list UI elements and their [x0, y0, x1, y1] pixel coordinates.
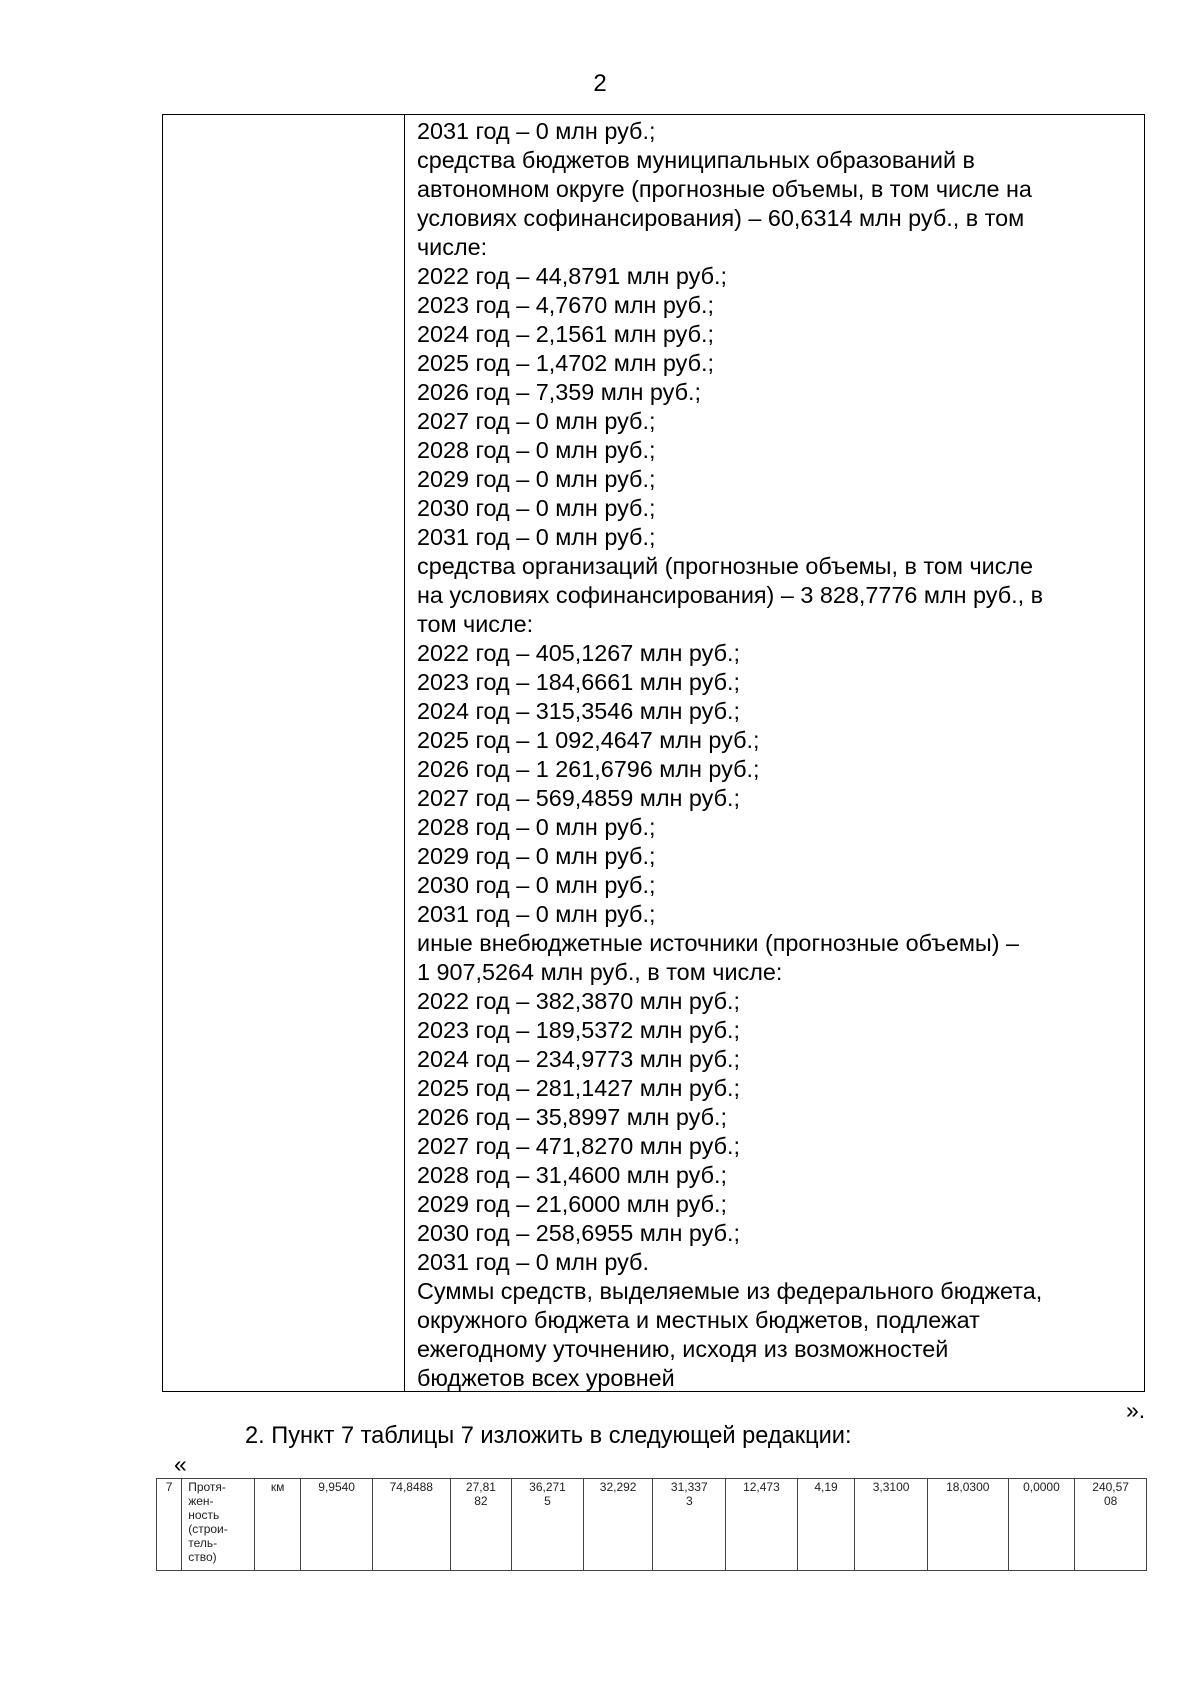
- financing-line: иные внебюджетные источники (прогнозные объемы) –: [417, 930, 1020, 956]
- closing-quote: ».: [1126, 1397, 1146, 1423]
- financing-line: том числе:: [417, 611, 534, 637]
- financing-line: условиях софинансирования) – 60,6314 млн руб., в том: [417, 205, 1025, 231]
- table-7-row-7: [156, 1478, 1147, 1571]
- financing-line: 2023 год – 184,6661 млн руб.;: [417, 669, 741, 695]
- financing-line: 2027 год – 569,4859 млн руб.;: [417, 785, 741, 811]
- financing-line: 2026 год – 35,8997 млн руб.;: [417, 1104, 727, 1130]
- financing-line: автономном округе (прогнозные объемы, в том числе на: [417, 176, 1032, 202]
- table-cell: 32,292: [583, 1479, 653, 1571]
- table-cell: 240,57 08: [1075, 1479, 1147, 1571]
- financing-line: 2025 год – 281,1427 млн руб.;: [417, 1075, 741, 1101]
- financing-line: ежегодному уточнению, исходя из возможностей: [417, 1336, 949, 1362]
- table-cell: 31,337 3: [653, 1479, 726, 1571]
- table-cell: 27,81 82: [450, 1479, 512, 1571]
- financing-line: 2024 год – 315,3546 млн руб.;: [417, 698, 741, 724]
- financing-line: окружного бюджета и местных бюджетов, подлежат: [417, 1307, 980, 1333]
- financing-label-cell: [163, 115, 405, 1391]
- financing-line: на условиях софинансирования) – 3 828,7776 млн руб., в: [417, 582, 1044, 608]
- financing-line: 2028 год – 31,4600 млн руб.;: [417, 1162, 727, 1188]
- financing-line: 2022 год – 405,1267 млн руб.;: [417, 640, 741, 666]
- financing-line: 2025 год – 1 092,4647 млн руб.;: [417, 727, 760, 753]
- table-cell: км: [254, 1479, 300, 1571]
- table-cell: 4,19: [797, 1479, 855, 1571]
- financing-line: 2029 год – 21,6000 млн руб.;: [417, 1191, 727, 1217]
- financing-line: 2029 год – 0 млн руб.;: [417, 466, 656, 492]
- financing-line: 2025 год – 1,4702 млн руб.;: [417, 350, 714, 376]
- financing-line: 2030 год – 258,6955 млн руб.;: [417, 1220, 741, 1246]
- financing-line: средства бюджетов муниципальных образований в: [417, 147, 975, 173]
- financing-text-cell: [405, 115, 1144, 1391]
- financing-line: бюджетов всех уровней: [417, 1365, 675, 1391]
- indicator-name-cell: Протя- жен- ность (строи- тель- ство): [182, 1479, 255, 1571]
- financing-line: 2029 год – 0 млн руб.;: [417, 843, 656, 869]
- financing-line: 2022 год – 382,3870 млн руб.;: [417, 988, 741, 1014]
- financing-line: 2031 год – 0 млн руб.: [417, 1249, 649, 1275]
- financing-line: 2023 год – 189,5372 млн руб.;: [417, 1017, 741, 1043]
- financing-line: 2027 год – 0 млн руб.;: [417, 408, 656, 434]
- financing-line: 2030 год – 0 млн руб.;: [417, 872, 656, 898]
- financing-line: 2022 год – 44,8791 млн руб.;: [417, 263, 727, 289]
- financing-line: 2028 год – 0 млн руб.;: [417, 437, 656, 463]
- financing-table: [162, 114, 1145, 1392]
- financing-line: Суммы средств, выделяемые из федерального бюджета,: [417, 1278, 1043, 1304]
- financing-line: 2026 год – 1 261,6796 млн руб.;: [417, 756, 760, 782]
- table-cell: 12,473: [726, 1479, 798, 1571]
- page-number: 2: [593, 70, 607, 97]
- financing-line: 2031 год – 0 млн руб.;: [417, 118, 656, 144]
- financing-line: 2031 год – 0 млн руб.;: [417, 524, 656, 550]
- financing-line: 2031 год – 0 млн руб.;: [417, 901, 656, 927]
- financing-line: числе:: [417, 234, 488, 260]
- table-cell: 18,0300: [927, 1479, 1008, 1571]
- financing-line: 2027 год – 471,8270 млн руб.;: [417, 1133, 741, 1159]
- financing-line: 2026 год – 7,359 млн руб.;: [417, 379, 701, 405]
- financing-line: 2028 год – 0 млн руб.;: [417, 814, 656, 840]
- financing-line: 1 907,5264 млн руб., в том числе:: [417, 959, 783, 985]
- table-cell: 3,3100: [855, 1479, 928, 1571]
- financing-line: средства организаций (прогнозные объемы, в том числе: [417, 553, 1034, 579]
- table-cell: 74,8488: [372, 1479, 450, 1571]
- financing-line: 2024 год – 234,9773 млн руб.;: [417, 1046, 741, 1072]
- table-cell: 9,9540: [301, 1479, 373, 1571]
- table-row: [157, 1479, 1147, 1571]
- table-cell: 7: [157, 1479, 182, 1571]
- financing-line: 2030 год – 0 млн руб.;: [417, 495, 656, 521]
- opening-quote: «: [174, 1451, 187, 1477]
- financing-line: 2023 год – 4,7670 млн руб.;: [417, 292, 714, 318]
- financing-line: 2024 год – 2,1561 млн руб.;: [417, 321, 714, 347]
- table-cell: 36,271 5: [512, 1479, 584, 1571]
- table-cell: 0,0000: [1008, 1479, 1075, 1571]
- paragraph-2: 2. Пункт 7 таблицы 7 изложить в следующей редакции:: [245, 1423, 852, 1449]
